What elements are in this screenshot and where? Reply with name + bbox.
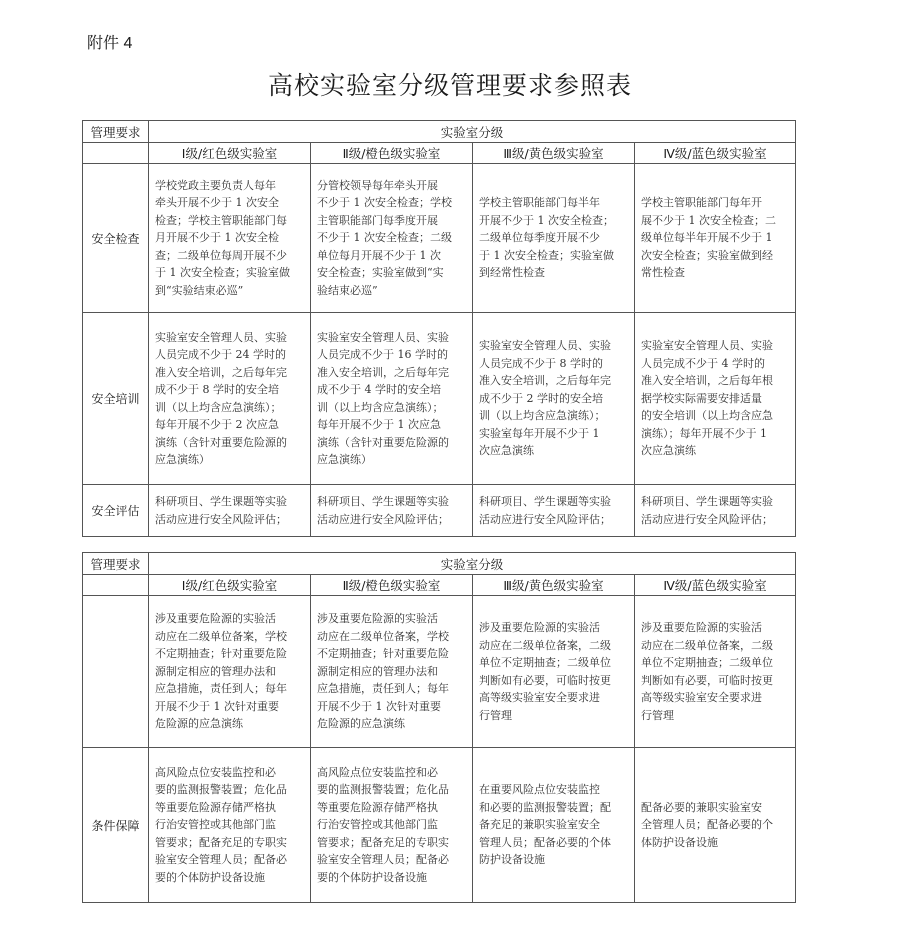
cell-text: 学校党政主要负责人每年 牵头开展不少于 1 次安全 检查；学校主管职能部门每 月开展不少于 1 次安全检 查；二级单位每周开展不少 于 1 次安全检查；实验室做 到“实验结束必巡” — [155, 178, 290, 297]
table-cell — [473, 313, 635, 485]
table-cell — [473, 164, 635, 313]
cell-text: 实验室安全管理人员、实验 人员完成不少于 8 学时的 准入安全培训，之后每年完 成不少于 2 学时的安全培 训（以上均含应急演练）； 实验室每年开展不少于 1 次应急演练 — [479, 339, 611, 458]
header-level-3: Ⅲ级/黄色级实验室 — [473, 575, 635, 596]
header-level-1: Ⅰ级/红色级实验室 — [149, 575, 311, 596]
cell-text: 实验室安全管理人员、实验 人员完成不少于 4 学时的 准入安全培训，之后每年根 据学校实际需要安排适量 的安全培训（以上均含应急 演练）；每年开展不少于 1 次应急演练 — [641, 339, 773, 458]
cell-text: 涉及重要危险源的实验活 动应在二级单位备案，二级 单位不定期抽查；二级单位 判断如有必要，可临时按更 高等级实验室安全要求进 行管理 — [641, 621, 773, 722]
row-label — [83, 596, 149, 748]
row-label: 安全评估 — [83, 485, 149, 537]
cell-text: 实验室安全管理人员、实验 人员完成不少于 16 学时的 准入安全培训，之后每年完 成不少于 4 学时的安全培 训（以上均含应急演练）； 每年开展不少于 1 次应急 演练（含针对重要危险源的 应急演练） — [317, 330, 449, 466]
cell-text: 涉及重要危险源的实验活 动应在二级单位备案，学校 不定期抽查；针对重要危险 源制定相应的管理办法和 应急措施，责任到人；每年 开展不少于 1 次针对重要 危险源的应急演练 — [317, 612, 449, 731]
table-row — [83, 748, 796, 903]
header-lab-level: 实验室分级 — [149, 553, 796, 575]
header-level-3: Ⅲ级/黄色级实验室 — [473, 143, 635, 164]
table-cell — [311, 164, 473, 313]
cell-text: 科研项目、学生课题等实验 活动应进行安全风险评估； — [479, 495, 611, 526]
cell-text: 高风险点位安装监控和必 要的监测报警装置；危化品 等重要危险源存储严格执 行治安管控或其他部门监 管要求；配备充足的专职实 验室安全管理人员；配备必 要的个体防护设备设施 — [317, 765, 449, 884]
cell-text: 高风险点位安装监控和必 要的监测报警装置；危化品 等重要危险源存储严格执 行治安管控或其他部门监 管要求；配备充足的专职实 验室安全管理人员；配备必 要的个体防护设备设施 — [155, 765, 287, 884]
header-lab-level: 实验室分级 — [149, 121, 796, 143]
attachment-label: 附件 4 — [87, 35, 133, 52]
cell-text: 在重要风险点位安装监控 和必要的监测报警装置；配 备充足的兼职实验室安全 管理人员；配备必要的个体 防护设备设施 — [479, 783, 611, 867]
table-cell — [635, 485, 796, 537]
table-row — [83, 313, 796, 485]
table-row — [83, 485, 796, 537]
table-cell — [635, 596, 796, 748]
cell-text: 科研项目、学生课题等实验 活动应进行安全风险评估； — [641, 495, 773, 526]
table-cell — [311, 313, 473, 485]
table-cell — [635, 164, 796, 313]
header-level-1: Ⅰ级/红色级实验室 — [149, 143, 311, 164]
table-cell — [311, 485, 473, 537]
header-mgmt-req: 管理要求 — [83, 121, 149, 143]
row-label: 条件保障 — [83, 748, 149, 903]
table-cell — [149, 748, 311, 903]
row-label: 安全检查 — [83, 164, 149, 313]
table-cell — [149, 313, 311, 485]
cell-text: 涉及重要危险源的实验活 动应在二级单位备案，二级 单位不定期抽查；二级单位 判断如有必要，可临时按更 高等级实验室安全要求进 行管理 — [479, 621, 611, 722]
row-label: 安全培训 — [83, 313, 149, 485]
table-cell — [473, 748, 635, 903]
requirements-table-2 — [82, 552, 796, 903]
cell-text: 科研项目、学生课题等实验 活动应进行安全风险评估； — [317, 495, 449, 526]
table-cell — [473, 485, 635, 537]
table-row — [83, 596, 796, 748]
header-level-2: Ⅱ级/橙色级实验室 — [311, 143, 473, 164]
cell-text: 涉及重要危险源的实验活 动应在二级单位备案，学校 不定期抽查；针对重要危险 源制定相应的管理办法和 应急措施，责任到人；每年 开展不少于 1 次针对重要 危险源的应急演练 — [155, 612, 287, 731]
table-cell — [311, 596, 473, 748]
table-cell — [635, 748, 796, 903]
table-cell — [311, 748, 473, 903]
cell-text: 分管校领导每年牵头开展 不少于 1 次安全检查；学校 主管职能部门每季度开展 不少于 1 次安全检查；二级 单位每月开展不少于 1 次 安全检查；实验室做到“实 验结束必巡” — [317, 178, 452, 297]
cell-text: 学校主管职能部门每半年 开展不少于 1 次安全检查； 二级单位每季度开展不少 于 1 次安全检查；实验室做 到经常性检查 — [479, 196, 614, 280]
table-cell — [149, 164, 311, 313]
cell-text: 实验室安全管理人员、实验 人员完成不少于 24 学时的 准入安全培训，之后每年完 成不少于 8 学时的安全培 训（以上均含应急演练）； 每年开展不少于 2 次应急 演练（含针对重要危险源的 应急演练） — [155, 330, 287, 466]
cell-text: 科研项目、学生课题等实验 活动应进行安全风险评估； — [155, 495, 287, 526]
header-blank-cell — [83, 575, 149, 596]
header-level-2: Ⅱ级/橙色级实验室 — [311, 575, 473, 596]
requirements-table-1 — [82, 120, 796, 537]
page-title: 高校实验室分级管理要求参照表 — [267, 71, 632, 100]
header-mgmt-req: 管理要求 — [83, 553, 149, 575]
table-cell — [473, 596, 635, 748]
header-level-4: Ⅳ级/蓝色级实验室 — [635, 575, 796, 596]
table-cell — [149, 596, 311, 748]
table-cell — [635, 313, 796, 485]
header-level-4: Ⅳ级/蓝色级实验室 — [635, 143, 796, 164]
cell-text: 学校主管职能部门每年开 展不少于 1 次安全检查；二 级单位每半年开展不少于 1 次安全检查；实验室做到经 常性检查 — [641, 196, 776, 280]
cell-text: 配备必要的兼职实验室安 全管理人员；配备必要的个 体防护设备设施 — [641, 800, 773, 849]
table-row — [83, 164, 796, 313]
table-cell — [149, 485, 311, 537]
header-blank-cell — [83, 143, 149, 164]
